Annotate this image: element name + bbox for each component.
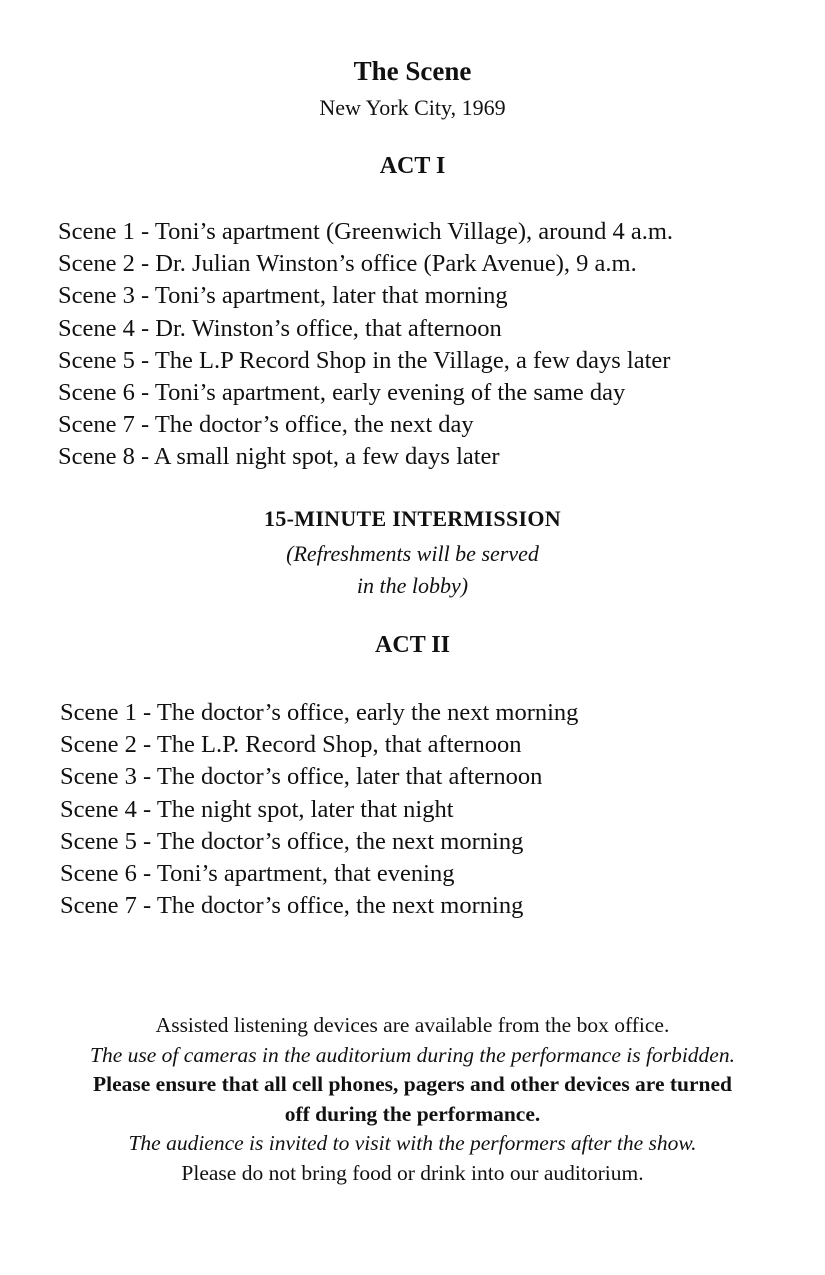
act-two-scene-3: Scene 3 - The doctor’s office, later that afternoon <box>60 763 543 791</box>
act-one-scene-7: Scene 7 - The doctor’s office, the next day <box>58 411 474 439</box>
act-two-scene-list <box>60 697 578 922</box>
act-two-scene-2: Scene 2 - The L.P. Record Shop, that afternoon <box>60 731 522 759</box>
act-one-scene-5: Scene 5 - The L.P Record Shop in the Village, a few days later <box>58 346 671 374</box>
act-two-scene-5: Scene 5 - The doctor’s office, the next morning <box>60 827 524 855</box>
act-two-scene-7: Scene 7 - The doctor’s office, the next morning <box>60 892 524 920</box>
scene-heading: The Scene <box>353 56 472 86</box>
intermission-heading: 15-MINUTE INTERMISSION <box>264 506 561 531</box>
camera-notice: The use of cameras in the auditorium during the performance is forbidden. <box>90 1042 735 1067</box>
act-one-scene-list <box>58 216 673 474</box>
refreshments-note-line-2: in the lobby) <box>356 573 469 598</box>
audience-notices <box>0 1011 825 1188</box>
setting-text: New York City, 1969 <box>319 95 506 120</box>
listening-devices-notice: Assisted listening devices are available from the box office. <box>155 1013 670 1037</box>
act-two-heading: ACT II <box>375 632 450 658</box>
act-two-scene-6: Scene 6 - Toni’s apartment, that evening <box>60 860 455 888</box>
act-one-scene-2: Scene 2 - Dr. Julian Winston’s office (Park Avenue), 9 a.m. <box>58 250 637 278</box>
visit-performers-notice: The audience is invited to visit with the performers after the show. <box>128 1131 697 1155</box>
act-one-heading: ACT I <box>379 153 446 179</box>
act-one-scene-6: Scene 6 - Toni’s apartment, early evening of the same day <box>58 379 626 407</box>
refreshments-note-line-1: (Refreshments will be served <box>286 541 539 566</box>
act-two-scene-4: Scene 4 - The night spot, later that night <box>60 795 454 823</box>
refreshments-note <box>0 538 825 602</box>
act-two-scene-1: Scene 1 - The doctor’s office, early the next morning <box>60 699 579 726</box>
no-food-notice: Please do not bring food or drink into our auditorium. <box>181 1160 644 1185</box>
act-one-scene-8: Scene 8 - A small night spot, a few days later <box>58 443 500 471</box>
act-one-scene-3: Scene 3 - Toni’s apartment, later that morning <box>58 282 508 310</box>
act-one-scene-1: Scene 1 - Toni’s apartment (Greenwich Village), around 4 a.m. <box>58 218 674 245</box>
act-one-scene-4: Scene 4 - Dr. Winston’s office, that afternoon <box>58 314 502 342</box>
devices-off-notice: Please ensure that all cell phones, pagers and other devices are turned off during the performance. <box>93 1072 732 1126</box>
